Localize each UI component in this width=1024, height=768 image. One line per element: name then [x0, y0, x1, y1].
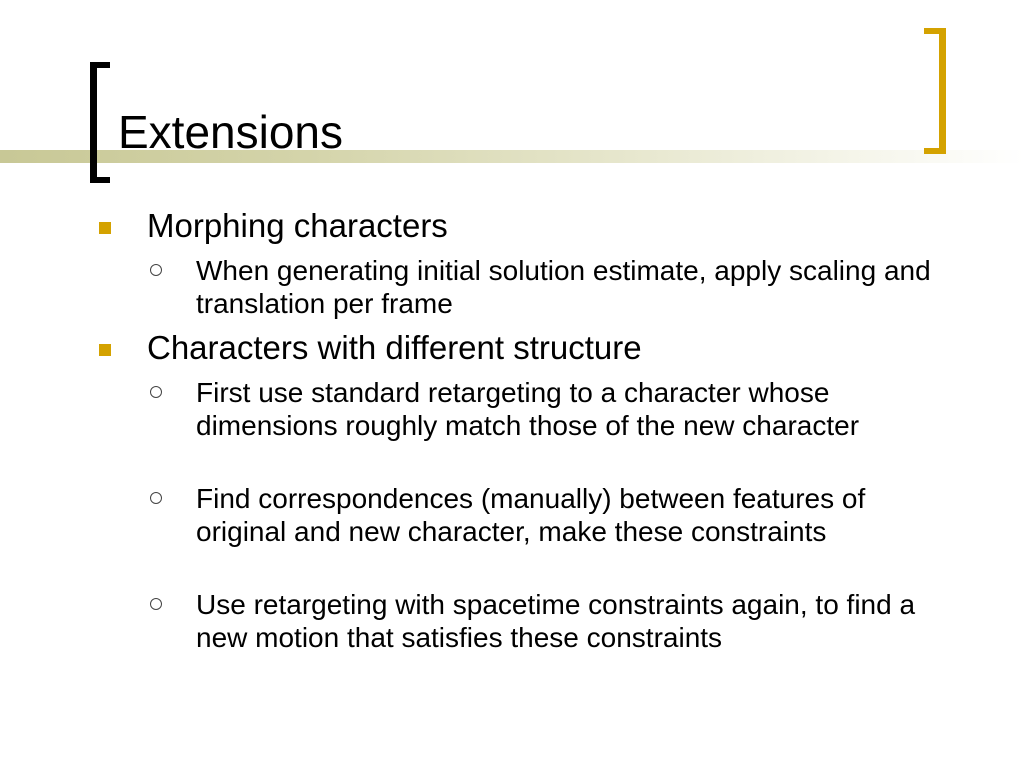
circle-bullet-icon [150, 386, 162, 398]
circle-bullet-icon [150, 264, 162, 276]
square-bullet-icon [99, 222, 111, 234]
sub-bullet-item: Find correspondences (manually) between features of original and new character, make these constraints [196, 483, 866, 547]
bullet-item: Characters with different structure [147, 329, 642, 366]
circle-bullet-icon [150, 492, 162, 504]
bullet-item: Morphing characters [147, 207, 448, 244]
sub-bullet-item: Use retargeting with spacetime constraints again, to find a new motion that satisfies these constraints [196, 589, 916, 653]
slide-title: Extensions [118, 106, 344, 158]
circle-bullet-icon [150, 598, 162, 610]
square-bullet-icon [99, 344, 111, 356]
sub-bullet-item: When generating initial solution estimate, apply scaling and translation per frame [196, 255, 931, 319]
sub-bullet-item: First use standard retargeting to a character whose dimensions roughly match those of the new character [196, 377, 860, 441]
